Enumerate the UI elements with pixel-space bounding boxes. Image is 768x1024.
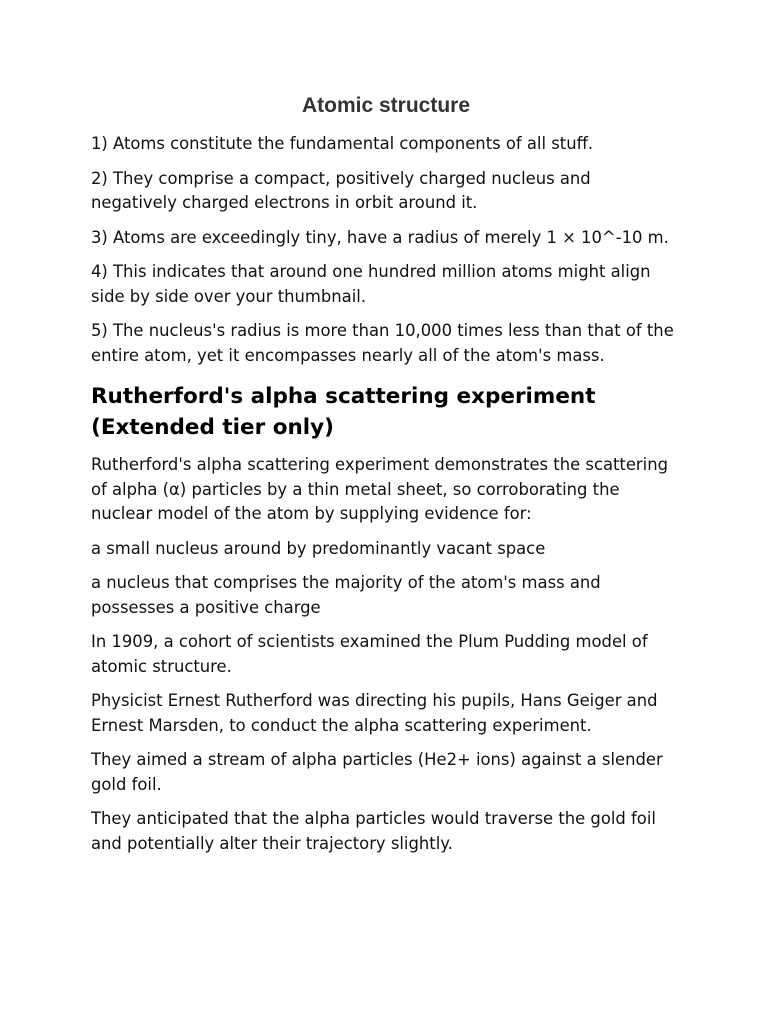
paragraph: Rutherford's alpha scattering experiment demonstrates the scattering of alpha (α) particles by a thin metal sheet, so corroborating the nuclear model of the atom by supplying evidence for: (91, 455, 669, 523)
list-item: 2) They comprise a compact, positively charged nucleus and negatively charged electrons in orbit around it. (91, 168, 591, 212)
paragraph: a small nucleus around by predominantly vacant space (91, 538, 546, 558)
document-page (91, 92, 681, 866)
paragraph: In 1909, a cohort of scientists examined the Plum Pudding model of atomic structure. (91, 632, 648, 676)
section-body (91, 453, 681, 856)
paragraph: They anticipated that the alpha particles would traverse the gold foil and potentially alter their trajectory slightly. (91, 809, 656, 853)
paragraph: They aimed a stream of alpha particles (He2+ ions) against a slender gold foil. (91, 750, 663, 794)
paragraph: a nucleus that comprises the majority of the atom's mass and possesses a positive charge (91, 573, 601, 617)
section-heading: Rutherford's alpha scattering experiment (Extended tier only) (91, 384, 596, 440)
fact-list (91, 132, 681, 368)
paragraph: Physicist Ernest Rutherford was directing his pupils, Hans Geiger and Ernest Marsden, to conduct the alpha scattering experiment. (91, 691, 658, 735)
page-title: Atomic structure (301, 94, 471, 117)
list-item: 1) Atoms constitute the fundamental components of all stuff. (91, 134, 594, 153)
list-item: 5) The nucleus's radius is more than 10,000 times less than that of the entire atom, yet it encompasses nearly all of the atom's mass. (91, 321, 674, 365)
list-item: 3) Atoms are exceedingly tiny, have a radius of merely 1 × 10^-10 m. (91, 227, 669, 247)
list-item: 4) This indicates that around one hundred million atoms might align side by side over your thumbnail. (91, 262, 651, 306)
